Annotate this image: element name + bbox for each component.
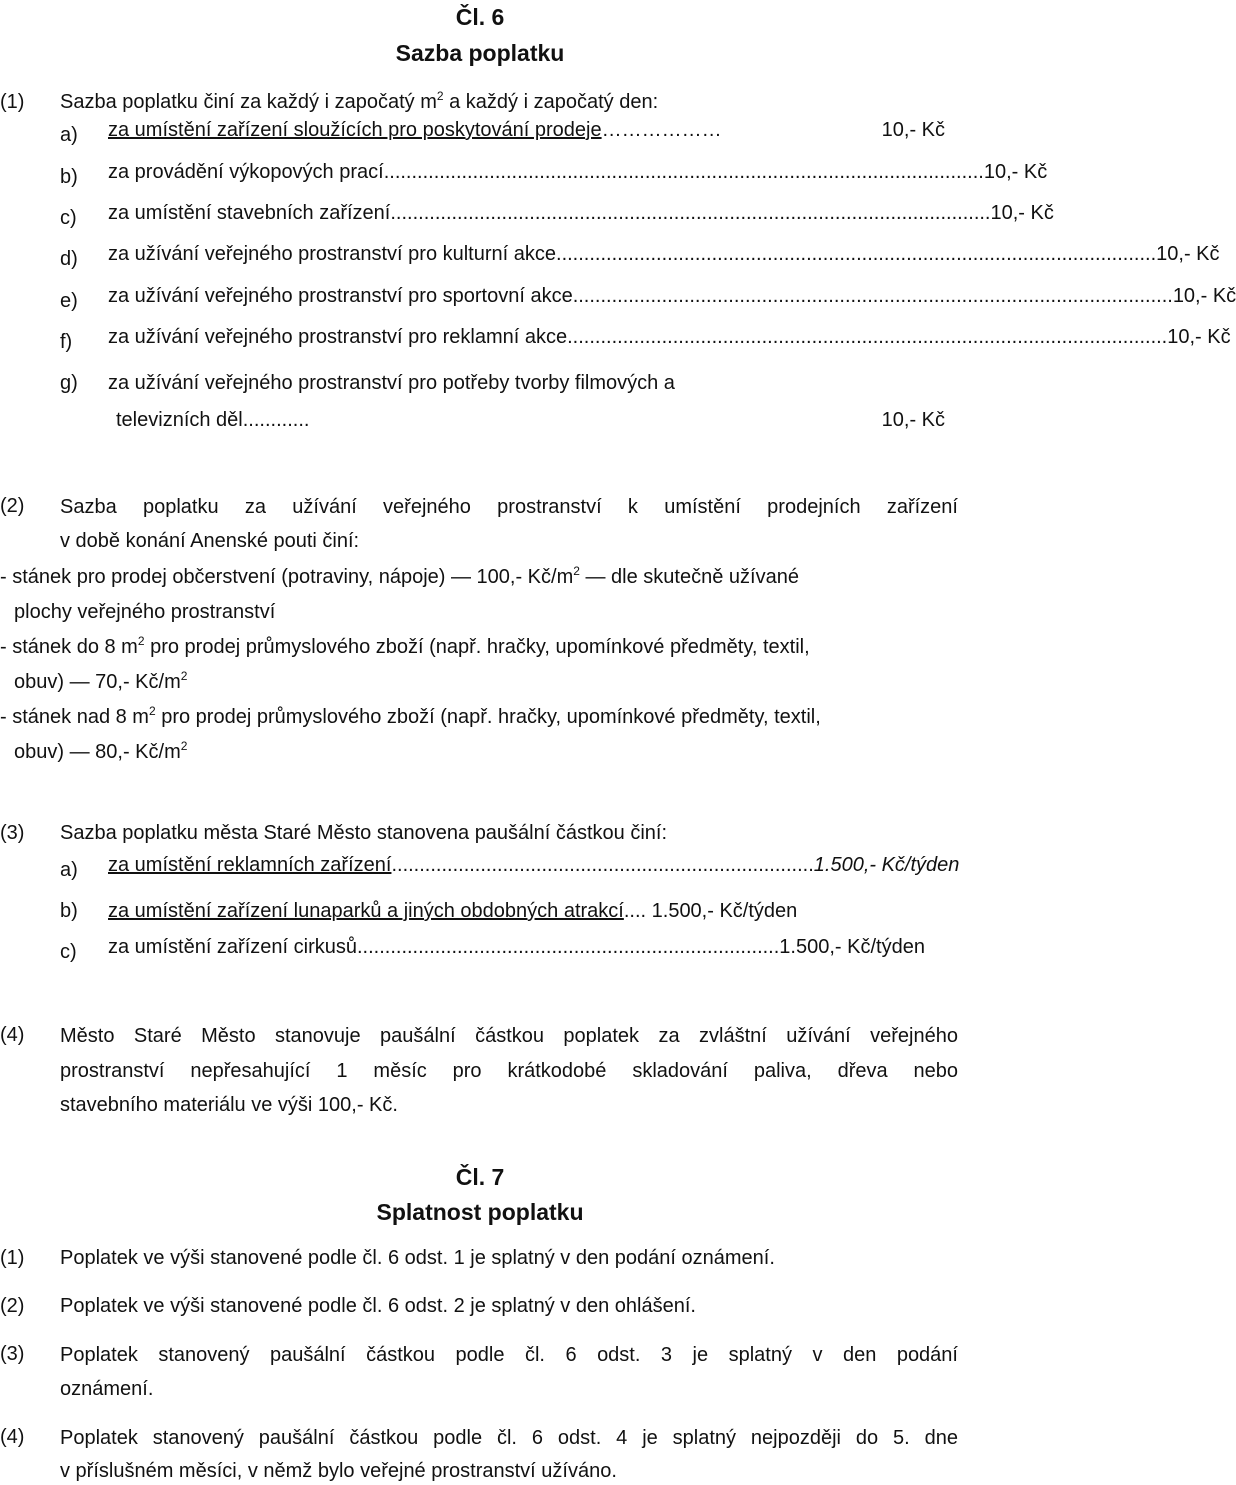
- item-amount: 10,- Kč: [881, 409, 945, 431]
- item-letter: a): [60, 124, 78, 146]
- dot-leader: ............................................................................................................: [567, 326, 1168, 348]
- dot-leader: ............................................................................................................: [390, 202, 991, 224]
- article-7-paragraph-4-line2: v příslušném měsíci, v němž bylo veřejné prostranství užíváno.: [60, 1460, 617, 1482]
- paragraph-4-line3: stavebního materiálu ve výši 100,- Kč.: [60, 1094, 398, 1116]
- item-amount: 10,- Kč: [1167, 326, 1231, 348]
- article-7-paragraph-3-line2: oznámení.: [60, 1378, 154, 1400]
- rate-item-g: [116, 410, 945, 432]
- bullet-small-stall: - stánek do 8 $m^2$ pro prodej průmyslového zboží (např. hračky, upomínkové předměty, textil,: [0, 634, 810, 658]
- paragraph-1-number: (1): [0, 91, 25, 113]
- item-label: za umístění reklamních zařízení: [108, 854, 392, 876]
- flat-rate-item-c: [108, 937, 924, 959]
- paragraph-2-number: (2): [0, 1295, 25, 1317]
- paragraph-3-number: (3): [0, 822, 25, 844]
- item-letter: e): [60, 290, 78, 312]
- rate-item-d: [108, 243, 1220, 266]
- item-letter: d): [60, 248, 78, 270]
- article-7-paragraph-4-line1: Poplatek stanovený paušální částkou podle čl. 6 odst. 4 je splatný nejpozději do 5. dne: [60, 1427, 958, 1449]
- item-amount: 10,- Kč: [1172, 285, 1236, 307]
- article-7-paragraph-2: Poplatek ve výši stanovené podle čl. 6 odst. 2 je splatný v den ohlášení.: [60, 1295, 696, 1317]
- item-g-label-line1: za užívání veřejného prostranství pro potřeby tvorby filmových a: [108, 372, 675, 394]
- item-amount: 1.500,- Kč/týden: [646, 900, 798, 922]
- rate-item-e: [108, 285, 1236, 308]
- item-amount: 10,- Kč: [1156, 243, 1220, 265]
- dot-leader: ............................................................................: [356, 936, 780, 958]
- item-letter: c): [60, 941, 77, 963]
- item-label: za provádění výkopových prací: [108, 161, 384, 183]
- item-letter: b): [60, 166, 78, 188]
- dot-leader: ………………: [601, 119, 722, 141]
- bullet-small-stall-line2: obuv) — 70,- $Kč/m^2$: [14, 669, 188, 693]
- dot-leader: ....: [623, 900, 647, 922]
- article-6-title: Sazba poplatku: [395, 40, 565, 66]
- paragraph-4-line2: prostranství nepřesahující 1 měsíc pro krátkodobé skladování paliva, dřeva nebo: [60, 1060, 958, 1082]
- dot-leader: ............................................................................: [391, 854, 814, 876]
- item-label: za umístění zařízení sloužících pro poskytování prodeje: [108, 119, 602, 141]
- item-label: televizních děl: [116, 409, 243, 431]
- item-amount: 1.500,- Kč/týden: [813, 854, 960, 876]
- flat-rate-item-a: [108, 854, 960, 877]
- item-label: za užívání veřejného prostranství pro sportovní akce: [108, 285, 573, 307]
- paragraph-2-number: (2): [0, 495, 25, 517]
- article-7-title: Splatnost poplatku: [376, 1199, 584, 1225]
- item-amount: 10,- Kč: [983, 161, 1048, 183]
- dot-leader: ............: [242, 409, 310, 431]
- paragraph-4-number: (4): [0, 1426, 25, 1448]
- paragraph-1-number: (1): [0, 1247, 25, 1269]
- item-letter: b): [60, 900, 78, 922]
- item-letter: a): [60, 859, 78, 881]
- item-label: za umístění zařízení cirkusů: [108, 936, 357, 958]
- paragraph-4-line1: Město Staré Město stanovuje paušální částkou poplatek za zvláštní užívání veřejného: [60, 1025, 958, 1047]
- bullet-large-stall-line2: obuv) — 80,- $Kč/m^2$: [14, 739, 188, 763]
- item-label: za užívání veřejného prostranství pro reklamní akce: [108, 326, 568, 348]
- item-label: za umístění stavebních zařízení: [108, 202, 391, 224]
- dot-leader: ............................................................................................................: [556, 243, 1157, 265]
- paragraph-2-line2: v době konání Anenské pouti činí:: [60, 530, 360, 552]
- dot-leader: ............................................................................................................: [383, 161, 984, 183]
- rate-item-b: [108, 161, 1048, 184]
- paragraph-2-line1: Sazba poplatku za užívání veřejného prostranství k umístění prodejních zařízení: [60, 496, 958, 518]
- item-amount: 10,- Kč: [881, 119, 945, 141]
- dot-leader: ............................................................................................................: [572, 285, 1173, 307]
- bullet-large-stall: - stánek nad 8 $m^2$ pro prodej průmyslového zboží (např. hračky, upomínkové předměty, textil,: [0, 704, 821, 728]
- paragraph-4-number: (4): [0, 1024, 25, 1046]
- article-6-heading: Čl. 6: [455, 4, 505, 30]
- item-amount: 1.500,- Kč/týden: [779, 936, 925, 958]
- item-amount: 10,- Kč: [990, 202, 1054, 224]
- article-7-paragraph-1: Poplatek ve výši stanovené podle čl. 6 odst. 1 je splatný v den podání oznámení.: [60, 1247, 775, 1269]
- bullet-refreshment-stall-line2: plochy veřejného prostranství: [14, 601, 276, 623]
- flat-rate-item-b: [108, 901, 797, 921]
- rate-item-a: [108, 120, 945, 142]
- item-label: za užívání veřejného prostranství pro kulturní akce: [108, 243, 557, 265]
- paragraph-3-intro: Sazba poplatku města Staré Město stanovena paušální částkou činí:: [60, 822, 668, 844]
- paragraph-1-intro: Sazba poplatku činí za každý i započatý $m^2$ a každý i započatý den:: [60, 89, 659, 113]
- item-label: za umístění zařízení lunaparků a jiných obdobných atrakcí: [108, 900, 624, 922]
- bullet-refreshment-stall: - stánek pro prodej občerstvení (potraviny, nápoje) — 100,- $Kč/m^2$ — dle skutečně užívané: [0, 564, 799, 588]
- item-letter: f): [60, 331, 73, 353]
- item-letter: c): [60, 207, 77, 229]
- item-letter: g): [60, 372, 78, 394]
- article-7-paragraph-3-line1: Poplatek stanovený paušální částkou podle čl. 6 odst. 3 je splatný v den podání: [60, 1344, 958, 1366]
- rate-item-c: [108, 202, 1054, 225]
- paragraph-3-number: (3): [0, 1343, 25, 1365]
- article-7-heading: Čl. 7: [455, 1164, 505, 1190]
- rate-item-f: [108, 326, 1231, 349]
